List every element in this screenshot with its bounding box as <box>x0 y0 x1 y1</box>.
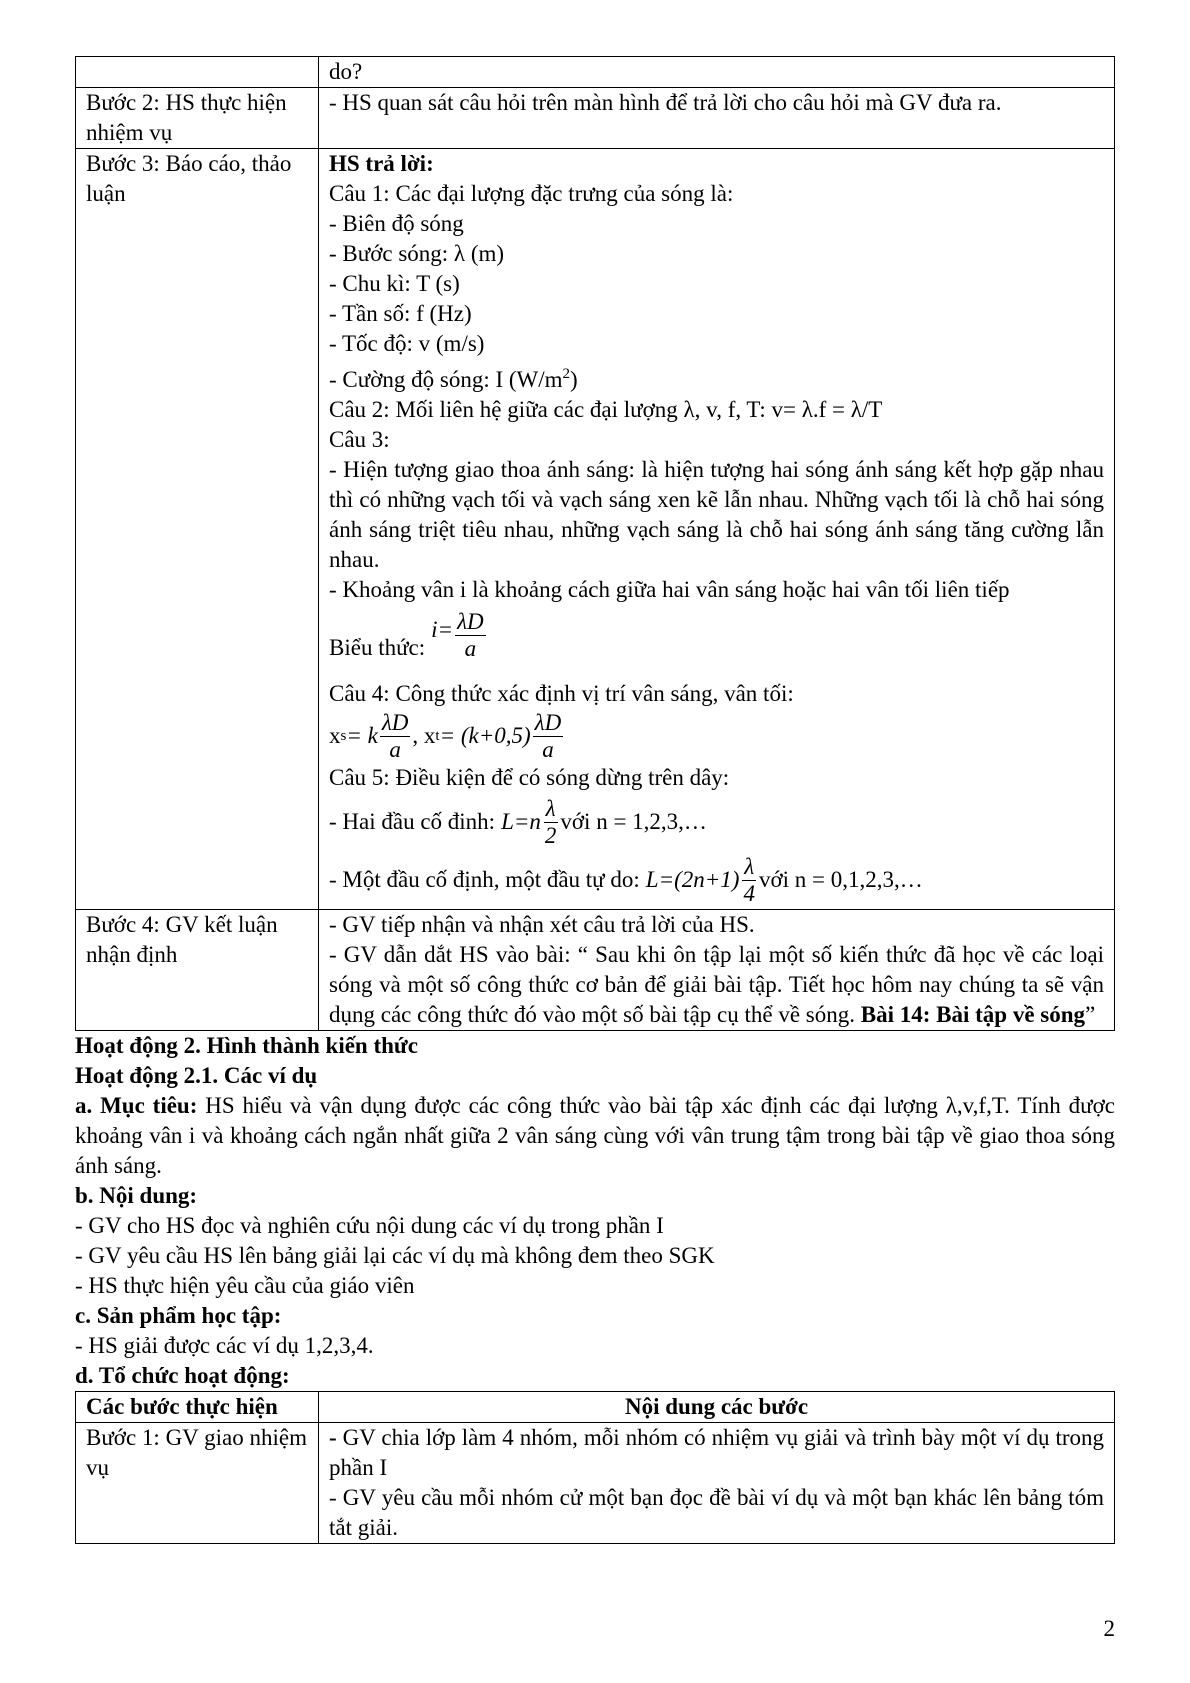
paragraph: - GV chia lớp làm 4 nhóm, mỗi nhóm có nhiệm vụ giải và trình bày một ví dụ trong phần I <box>329 1425 1104 1480</box>
paragraph: - Hiện tượng giao thoa ánh sáng: là hiện tượng hai sóng ánh sáng kết hợp gặp nhau thì có những vạch tối và vạch sáng xen kẽ lẫn nhau. Những vạch tối là chỗ hai sóng ánh sáng triệt tiêu nhau, những vạch sáng là chỗ hai sóng ánh sáng tăng cường lẫn nhau. <box>329 457 1104 572</box>
content-text: do? <box>329 59 363 84</box>
formula-one-end-free: - Một đầu cố định, một đầu tự do: L=(2n+1) $\frac{\lambda}{4}$ với n = 0,1,2,3,… <box>329 853 923 906</box>
list-item: - Chu kì: T (s) <box>329 271 460 296</box>
paragraph: - GV dẫn dắt HS vào bài: “ Sau khi ôn tập lại một số kiến thức đã học về các loại sóng và một số công thức cơ bản để giải bài tập. Tiết học hôm nay chúng ta sẽ vận dụng các công thức đó vào một số bài tập cụ thể về sóng. Bài 14: Bài tập về sóng” <box>329 942 1104 1027</box>
step-cell: Bước 3: Báo cáo, thảo luận <box>76 149 319 910</box>
table-row <box>76 149 1115 910</box>
page-number: 2 <box>1103 1616 1115 1641</box>
formula-fringe-spacing: Biểu thức: i= $\frac{\lambda D}{a}$ <box>329 608 484 661</box>
formula-fringe-position: x s = k $\frac{\lambda D}{a}$ , x t = (k+0,5) $\frac{\lambda D}{a}$ <box>329 709 562 762</box>
product-label: c. Sản phẩm học tập: <box>75 1303 282 1328</box>
lesson-title: Bài 14: Bài tập về sóng <box>860 1002 1086 1027</box>
table-row <box>76 88 1115 149</box>
list-item: - Biên độ sóng <box>329 211 464 236</box>
content-cell <box>319 88 1115 149</box>
question-1: Câu 1: Các đại lượng đặc trưng của sóng là: <box>329 181 734 206</box>
formula-both-ends-fixed: - Hai đầu cố đinh: L=n $\frac{\lambda}{2}$ với n = 1,2,3,… <box>329 795 707 848</box>
question-4: Câu 4: Công thức xác định vị trí vân sáng, vân tối: <box>329 681 794 706</box>
content-label: b. Nội dung: <box>75 1183 198 1208</box>
content-cell <box>319 149 1115 910</box>
list-item: - Bước sóng: λ (m) <box>329 241 505 266</box>
step-cell: Bước 2: HS thực hiện nhiệm vụ <box>76 88 319 149</box>
list-item: - Tốc độ: v (m/s) <box>329 331 485 356</box>
content-cell <box>319 1423 1115 1544</box>
activity-table-2 <box>75 1391 1115 1544</box>
organization-label: d. Tổ chức hoạt động: <box>75 1363 290 1388</box>
product-text: - HS giải được các ví dụ 1,2,3,4. <box>75 1333 374 1358</box>
activity-section <box>75 1031 1115 1391</box>
table-row <box>76 910 1115 1031</box>
list-item: - Cường độ sóng: I $(W/m^2)$ <box>329 366 578 392</box>
step-cell: Bước 4: GV kết luận nhận định <box>76 910 319 1031</box>
list-item: - HS thực hiện yêu cầu của giáo viên <box>75 1273 415 1298</box>
step-cell <box>76 57 319 88</box>
list-item: - GV cho HS đọc và nghiên cứu nội dung các ví dụ trong phần I <box>75 1213 664 1238</box>
paragraph: - GV tiếp nhận và nhận xét câu trả lời của HS. <box>329 912 755 937</box>
question-3: Câu 3: <box>329 427 390 452</box>
step-cell: Bước 1: GV giao nhiệm vụ <box>76 1423 319 1544</box>
answer-heading: HS trả lời: <box>329 151 434 176</box>
list-item: - Tần số: f (Hz) <box>329 301 472 326</box>
paragraph: - Khoảng vân i là khoảng cách giữa hai vân sáng hoặc hai vân tối liên tiếp <box>329 577 1010 602</box>
table-header-row <box>76 1392 1115 1423</box>
header-cell: Nội dung các bước <box>319 1392 1115 1423</box>
table-row <box>76 57 1115 88</box>
section-heading: Hoạt động 2. Hình thành kiến thức <box>75 1033 418 1058</box>
document-page <box>75 56 1115 1544</box>
question-2: Câu 2: Mối liên hệ giữa các đại lượng λ, v, f, T: v= λ.f = λ/T <box>329 397 883 422</box>
content-text: - HS quan sát câu hỏi trên màn hình để trả lời cho câu hỏi mà GV đưa ra. <box>329 90 1002 115</box>
question-5: Câu 5: Điều kiện để có sóng dừng trên dây: <box>329 765 730 790</box>
subsection-heading: Hoạt động 2.1. Các ví dụ <box>75 1063 318 1088</box>
content-cell <box>319 57 1115 88</box>
table-row <box>76 1423 1115 1544</box>
objective-paragraph: a. Mục tiêu: HS hiểu và vận dụng được các công thức vào bài tập xác định các đại lượng λ,v,f,T. Tính được khoảng vân i và khoảng cách ngắn nhất giữa 2 vân sáng cùng với vân trung tậm trong bài tập về giao thoa sóng ánh sáng. <box>75 1093 1115 1178</box>
header-cell: Các bước thực hiện <box>76 1392 319 1423</box>
content-cell <box>319 910 1115 1031</box>
list-item: - GV yêu cầu HS lên bảng giải lại các ví dụ mà không đem theo SGK <box>75 1243 715 1268</box>
activity-table-1 <box>75 56 1115 1031</box>
paragraph: - GV yêu cầu mỗi nhóm cử một bạn đọc đề bài ví dụ và một bạn khác lên bảng tóm tắt giải. <box>329 1485 1104 1540</box>
